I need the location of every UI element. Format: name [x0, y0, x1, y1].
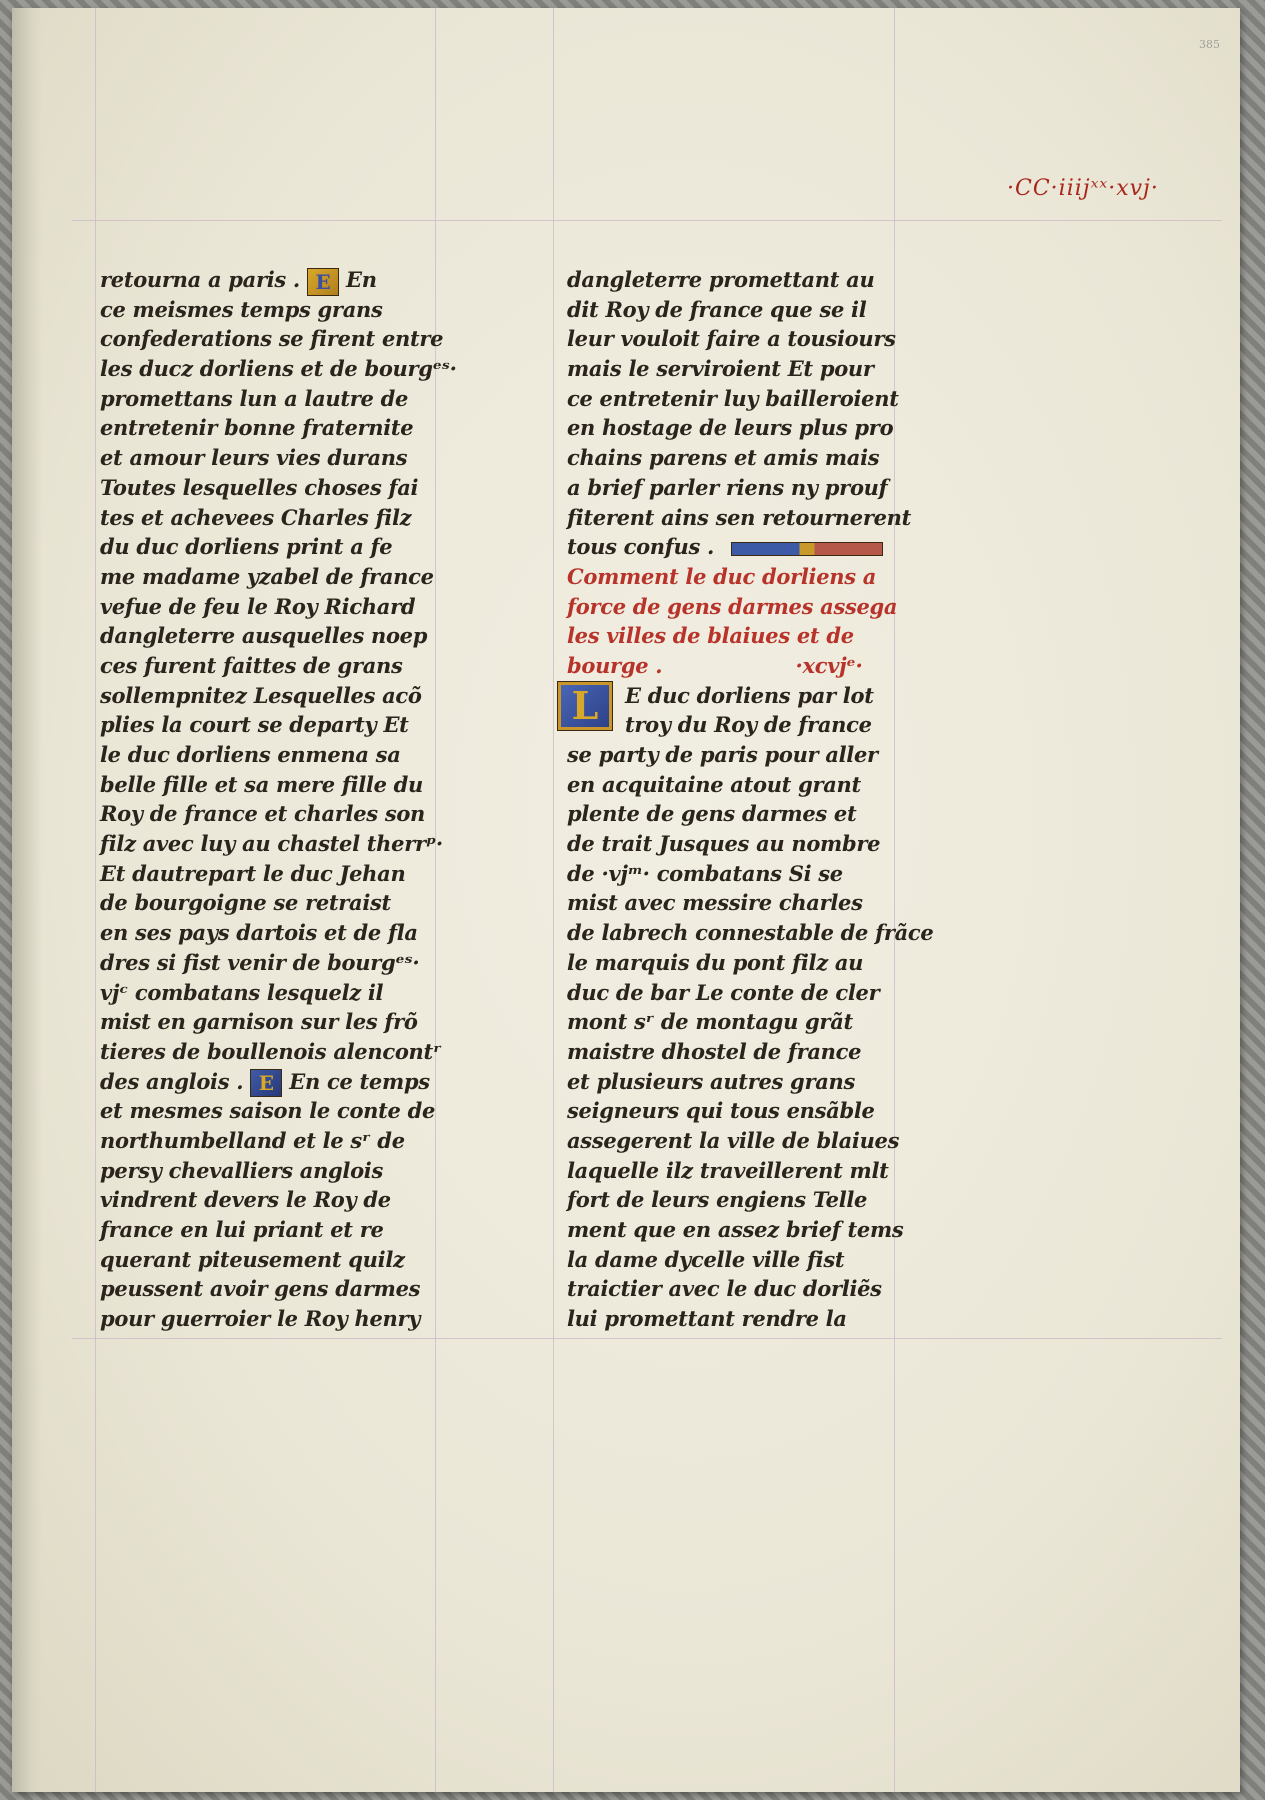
- text-line: france en lui priant et re: [100, 1217, 384, 1242]
- text-line: promettans lun a lautre de: [100, 385, 409, 411]
- text-line: Et dautrepart le duc Jehan: [100, 860, 406, 886]
- text-line: peussent avoir gens darmes: [100, 1276, 421, 1302]
- text-line: de ·vjᵐ· combatans Si se: [567, 860, 843, 886]
- rubric-line: bourge . ·xcvjᵉ·: [567, 652, 863, 678]
- text-line: le duc dorliens enmena sa: [100, 742, 401, 767]
- text-line: de trait Jusques au nombre: [567, 831, 881, 857]
- text-line: pour guerroier le Roy henry: [100, 1306, 421, 1332]
- ruling-line: [72, 1338, 1222, 1339]
- text-line: se party de paris pour aller: [567, 742, 878, 767]
- text-line: de labrech connestable de frãce: [567, 920, 934, 946]
- text-line: plente de gens darmes et: [567, 801, 857, 827]
- text-line: belle fille et sa mere fille du: [100, 771, 424, 797]
- text-line: northumbelland et le sʳ de: [100, 1127, 405, 1153]
- text-line: en acquitaine atout grant: [567, 771, 861, 797]
- text-line: lui promettant rendre la: [567, 1306, 847, 1332]
- text-line: dangleterre ausquelles noep: [100, 623, 428, 649]
- text-line: persy chevalliers anglois: [100, 1157, 384, 1183]
- rubric-line: force de gens darmes assega: [567, 593, 898, 619]
- ruling-line: [72, 220, 1222, 221]
- manuscript-leaf: [12, 8, 1240, 1792]
- folio-number: 385: [1199, 38, 1220, 51]
- text-line: mist en garnison sur les frõ: [100, 1009, 418, 1035]
- text-line: E duc dorliens par lot: [625, 682, 874, 708]
- text-line: ce meismes temps grans: [100, 296, 383, 322]
- text-line: troy du Roy de france: [625, 712, 872, 738]
- chapter-start: [567, 681, 934, 1334]
- text-line: des anglois . E En ce temps: [100, 1068, 430, 1096]
- text-line: maistre dhostel de france: [567, 1038, 862, 1064]
- ruling-line: [95, 8, 96, 1792]
- text-line: confederations se firent entre: [100, 326, 444, 352]
- decorated-initial-large: L: [557, 681, 613, 731]
- text-column-left: [100, 265, 460, 1334]
- text-line: et mesmes saison le conte de: [100, 1098, 436, 1124]
- ruling-line: [553, 8, 554, 1792]
- decorated-initial: E: [250, 1069, 282, 1097]
- text-line: du duc dorliens print a fe: [100, 534, 393, 560]
- text-line: en ses pays dartois et de fla: [100, 920, 418, 946]
- text-line: mais le serviroient Et pour: [567, 356, 874, 382]
- text-line: sollempnitez Lesquelles acõ: [100, 682, 422, 708]
- text-line: ment que en assez brief tems: [567, 1217, 904, 1242]
- text-line: dangleterre promettant au: [567, 267, 875, 292]
- text-line: plies la court se departy Et: [100, 712, 409, 738]
- text-line: mont sʳ de montagu grãt: [567, 1009, 853, 1035]
- line-filler-ornament: [731, 542, 883, 556]
- text-line: vjᶜ combatans lesquelz il: [100, 979, 384, 1005]
- text-line: chains parens et amis mais: [567, 445, 880, 471]
- text-line: et amour leurs vies durans: [100, 445, 408, 471]
- text-line: tieres de boullenois alencontʳ: [100, 1038, 442, 1064]
- text-line: dres si fist venir de bourgᵉˢ·: [100, 949, 420, 975]
- text-line: et plusieurs autres grans: [567, 1068, 856, 1094]
- text-line: Toutes lesquelles choses fai: [100, 474, 419, 500]
- rubric-line: les villes de blaiues et de: [567, 623, 854, 649]
- text-line: me madame yzabel de france: [100, 563, 434, 589]
- text-line: leur vouloit faire a tousiours: [567, 326, 896, 352]
- text-line: seigneurs qui tous ensãble: [567, 1098, 875, 1124]
- text-line: fort de leurs engiens Telle: [567, 1187, 868, 1213]
- folio-roman-numeral: ·CC·iiijˣˣ·xvj·: [1007, 176, 1159, 201]
- text-line: fiterent ains sen retournerent: [567, 504, 912, 530]
- text-line: entretenir bonne fraternite: [100, 415, 414, 441]
- text-line: mist avec messire charles: [567, 890, 863, 916]
- text-line: les ducz dorliens et de bourgᵉˢ·: [100, 356, 457, 382]
- text-line: de bourgoigne se retraist: [100, 890, 391, 916]
- text-line: querant piteusement quilz: [100, 1246, 405, 1272]
- text-line: ce entretenir luy bailleroient: [567, 385, 899, 411]
- text-line: laquelle ilz traveillerent mlt: [567, 1157, 889, 1183]
- text-line: ces furent faittes de grans: [100, 652, 403, 678]
- text-line: vefue de feu le Roy Richard: [100, 593, 416, 619]
- text-column-right: [567, 265, 934, 1334]
- text-line: Roy de france et charles son: [100, 801, 426, 827]
- decorated-initial: E: [307, 268, 339, 296]
- rubric-line: Comment le duc dorliens a: [567, 563, 877, 589]
- text-line: en hostage de leurs plus pro: [567, 415, 894, 441]
- text-line: vindrent devers le Roy de: [100, 1187, 391, 1213]
- text-line: duc de bar Le conte de cler: [567, 979, 880, 1005]
- text-line: assegerent la ville de blaiues: [567, 1127, 900, 1153]
- text-line: retourna a paris . E En: [100, 267, 377, 294]
- text-line: filz avec luy au chastel therrᵖ·: [100, 831, 443, 857]
- text-line: la dame dycelle ville fist: [567, 1246, 845, 1272]
- text-line: traictier avec le duc dorliẽs: [567, 1276, 882, 1302]
- binding-gutter: [12, 8, 42, 1792]
- text-line: le marquis du pont filz au: [567, 949, 864, 975]
- text-line: tous confus .: [567, 532, 927, 562]
- text-line: tes et achevees Charles filz: [100, 504, 412, 530]
- text-line: a brief parler riens ny prouf: [567, 474, 888, 500]
- text-line: dit Roy de france que se il: [567, 296, 867, 322]
